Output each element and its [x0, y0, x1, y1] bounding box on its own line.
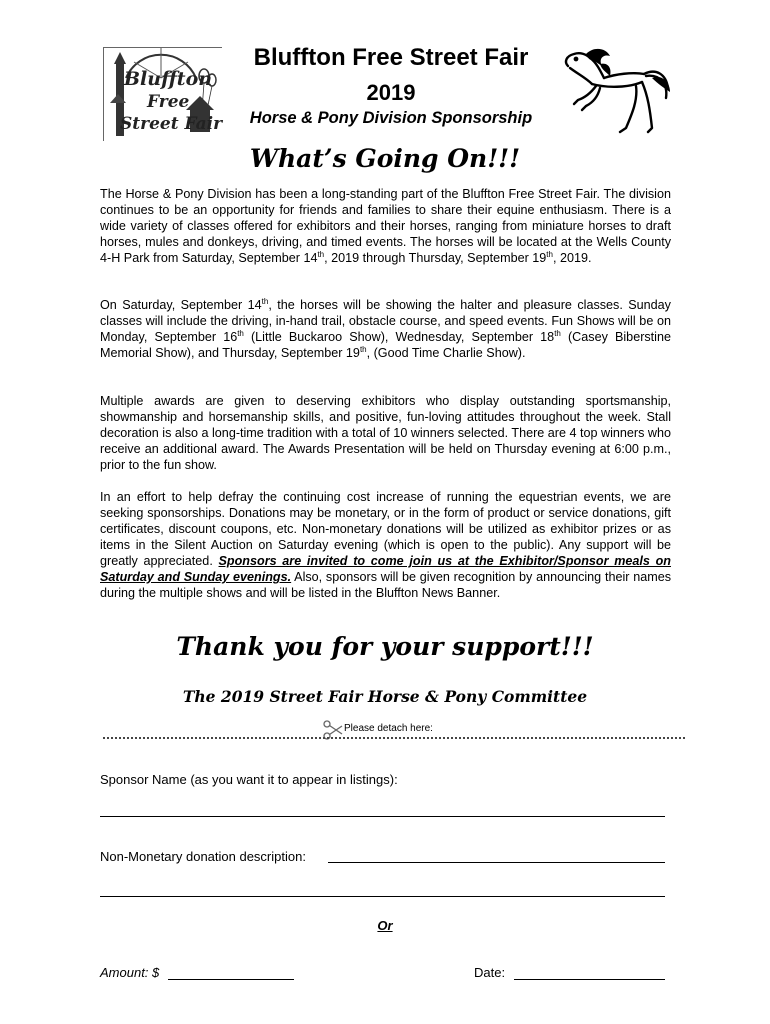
thank-you-heading: Thank you for your support!!!: [176, 632, 594, 661]
page-title: Bluffton Free Street Fair: [253, 44, 529, 71]
logo-text-street-fair: Street Fair: [120, 114, 223, 134]
or-label: Or: [377, 918, 393, 933]
detach-label: Please detach here:: [344, 723, 433, 734]
date-field[interactable]: [514, 979, 665, 980]
logo-text-bluffton: Bluffton: [124, 68, 213, 90]
paragraph-awards: Multiple awards are given to deserving exhibitors who display outstanding sportsmanship, showmanship and horsemanship skills, and positive, fun-loving attitudes throughout the week. Stall decoration is also a long-time tradition with a total of 10 winners selected. There are 4 top winners who receive an additional award. The Awards Presentation will be held on Thursday evening at 6:00 p.m., prior to the fun show.: [100, 394, 671, 472]
amount-field[interactable]: [168, 979, 294, 980]
paragraph-schedule: On Saturday, September 14th, the horses will be showing the halter and pleasure classes. Sunday classes will include the driving, in-hand trail, obstacle course, and speed events. Fun Shows will be on Monday, September 16th (Little Buckaroo Show), Wednesday, September 18th (Casey Biberstine Memorial Show), and Thursday, September 19th, (Good Time Charlie Show).: [100, 296, 671, 360]
detach-dotted-line: [103, 737, 685, 739]
sponsor-name-label: Sponsor Name (as you want it to appear in listings):: [100, 772, 398, 787]
rearing-horse-icon: [556, 44, 674, 136]
fair-logo: [103, 47, 222, 141]
logo-text-free: Free: [147, 92, 190, 112]
committee-signature: The 2019 Street Fair Horse & Pony Committee: [182, 687, 588, 706]
paragraph-intro: The Horse & Pony Division has been a long-standing part of the Bluffton Free Street Fair. The division continues to be an opportunity for friends and families to share their equine enthusiasm. There is a wide variety of classes offered for exhibitors and their horses, ranging from miniature horses to draft horses, mules and donkeys, driving, and timed events. The horses will be located at the Wells County 4-H Park from Saturday, September 14th, 2019 through Thursday, September 19th, 2019.: [100, 187, 671, 265]
whats-going-on-heading: What’s Going On!!!: [249, 144, 521, 173]
non-monetary-label: Non-Monetary donation description:: [100, 849, 306, 864]
date-label: Date:: [474, 965, 506, 980]
page-year: 2019: [366, 80, 416, 105]
page-subtitle: Horse & Pony Division Sponsorship: [249, 109, 533, 127]
sponsor-invitation: Sponsors are invited to come join us at the Exhibitor/Sponsor meals on Saturday and Sunday evenings.: [100, 554, 671, 584]
amount-label: Amount: $: [100, 965, 160, 980]
non-monetary-field[interactable]: [328, 862, 665, 863]
non-monetary-field-line2[interactable]: [100, 896, 665, 897]
paragraph-sponsorship: In an effort to help defray the continuing cost increase of running the equestrian events, we are seeking sponsorships. Donations may be monetary, or in the form of product or service donations, gift certificates, discount coupons, etc. Non-monetary donations will be utilized as exhibitor prizes or as items in the Silent Auction on Saturday evening (which is open to the public). Any support will be greatly appreciated. Sponsors are invited to come join us at the Exhibitor/Sponsor meals on Saturday and Sunday evenings. Also, sponsors will be given recognition by announcing their names during the multiple shows and will be listed in the Bluffton News Banner.: [100, 490, 671, 600]
sponsor-name-field[interactable]: [100, 816, 665, 817]
